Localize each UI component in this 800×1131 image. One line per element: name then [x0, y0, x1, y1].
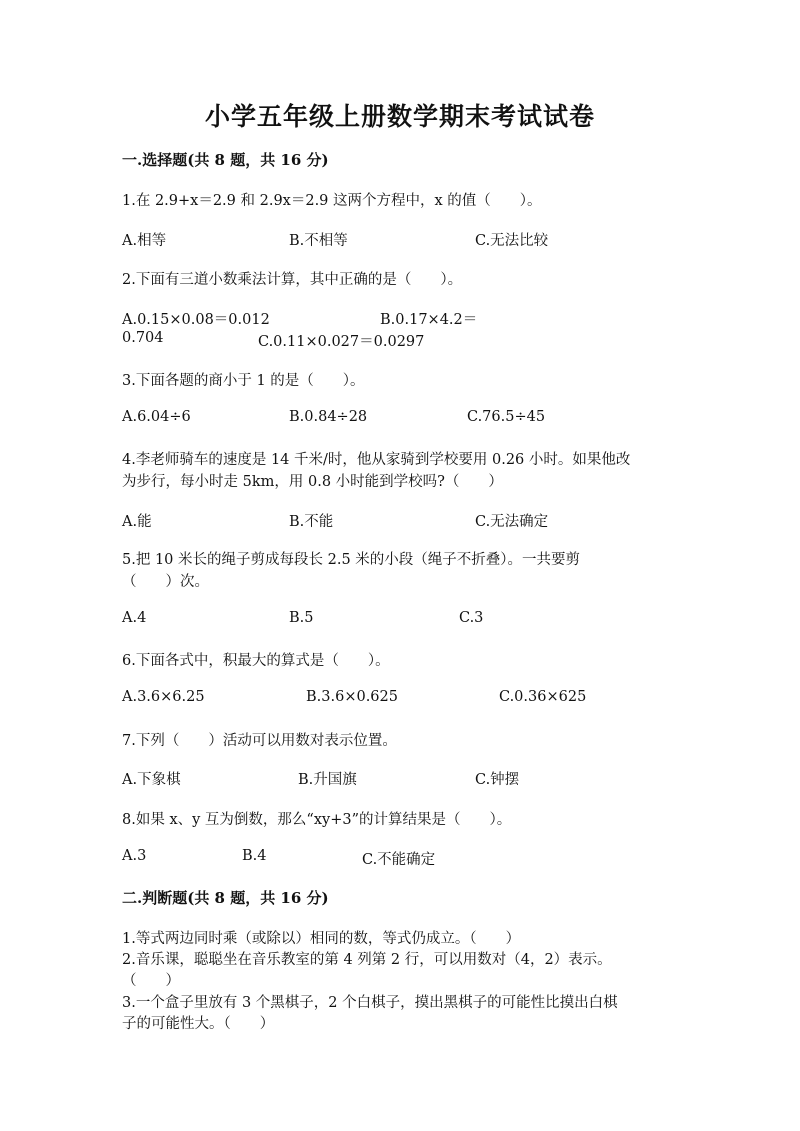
question-1-text: 1.在 2.9+x＝2.9 和 2.9x＝2.9 这两个方程中，x 的值（ ）。 [122, 193, 542, 209]
judgment-3-text-line-1: 3.一个盒子里放有 3 个黑棋子，2 个白棋子，摸出黑棋子的可能性比摸出白棋 [122, 995, 618, 1011]
question-1-option-c: C.无法比较 [475, 233, 549, 249]
question-3-text: 3.下面各题的商小于 1 的是（ ）。 [122, 373, 365, 389]
question-2-option-c: C.0.11×0.027＝0.0297 [258, 334, 425, 350]
question-8-option-a: A.3 [122, 848, 147, 864]
question-5-option-c: C.3 [459, 610, 484, 626]
question-4-text-line-1: 4.李老师骑车的速度是 14 千米/时，他从家骑到学校要用 0.26 小时。如果他改 [122, 452, 631, 468]
question-7-option-b: B.升国旗 [298, 772, 357, 788]
question-5-option-a: A.4 [122, 610, 147, 626]
question-3-option-c: C.76.5÷45 [467, 409, 546, 425]
question-4-option-a: A.能 [122, 514, 152, 530]
question-4-option-b: B.不能 [289, 514, 334, 530]
question-2-option-b: B.0.17×4.2＝ [380, 312, 478, 328]
judgment-2-text-line-2: （ ） [122, 973, 180, 989]
question-2-option-b-continued: 0.704 [122, 330, 164, 346]
question-5-text-line-2: （ ）次。 [122, 574, 209, 590]
question-8-text: 8.如果 x、y 互为倒数，那么“xy+3”的计算结果是（ ）。 [122, 812, 512, 828]
question-7-text: 7.下列（ ）活动可以用数对表示位置。 [122, 733, 397, 749]
section-2-heading: 二.判断题(共 8 题，共 16 分) [122, 889, 329, 907]
question-1-option-b: B.不相等 [289, 233, 348, 249]
question-6-option-c: C.0.36×625 [499, 689, 587, 705]
question-7-option-a: A.下象棋 [122, 772, 181, 788]
question-4-option-c: C.无法确定 [475, 514, 549, 530]
section-1-heading: 一.选择题(共 8 题，共 16 分) [122, 151, 329, 169]
question-4-text-line-2: 为步行，每小时走 5km，用 0.8 小时能到学校吗?（ ） [122, 474, 503, 490]
question-6-text: 6.下面各式中，积最大的算式是（ ）。 [122, 653, 390, 669]
question-2-text: 2.下面有三道小数乘法计算，其中正确的是（ ）。 [122, 272, 463, 288]
question-5-option-b: B.5 [289, 610, 314, 626]
judgment-3-text-line-2: 子的可能性大。（ ） [122, 1016, 275, 1032]
question-6-option-b: B.3.6×0.625 [306, 689, 398, 705]
question-8-option-b: B.4 [242, 848, 267, 864]
question-3-option-a: A.6.04÷6 [122, 409, 191, 425]
exam-title: 小学五年级上册数学期末考试试卷 [204, 102, 595, 131]
question-1-option-a: A.相等 [122, 233, 167, 249]
question-3-option-b: B.0.84÷28 [289, 409, 368, 425]
question-6-option-a: A.3.6×6.25 [122, 689, 205, 705]
judgment-2-text-line-1: 2.音乐课，聪聪坐在音乐教室的第 4 列第 2 行，可以用数对（4，2）表示。 [122, 952, 612, 968]
question-2-option-a: A.0.15×0.08＝0.012 [122, 312, 270, 328]
question-8-option-c: C.不能确定 [362, 852, 436, 868]
question-5-text-line-1: 5.把 10 米长的绳子剪成每段长 2.5 米的小段（绳子不折叠）。一共要剪 [122, 552, 581, 568]
judgment-1-text: 1.等式两边同时乘（或除以）相同的数，等式仍成立。（ ） [122, 931, 521, 947]
question-7-option-c: C.钟摆 [475, 772, 520, 788]
